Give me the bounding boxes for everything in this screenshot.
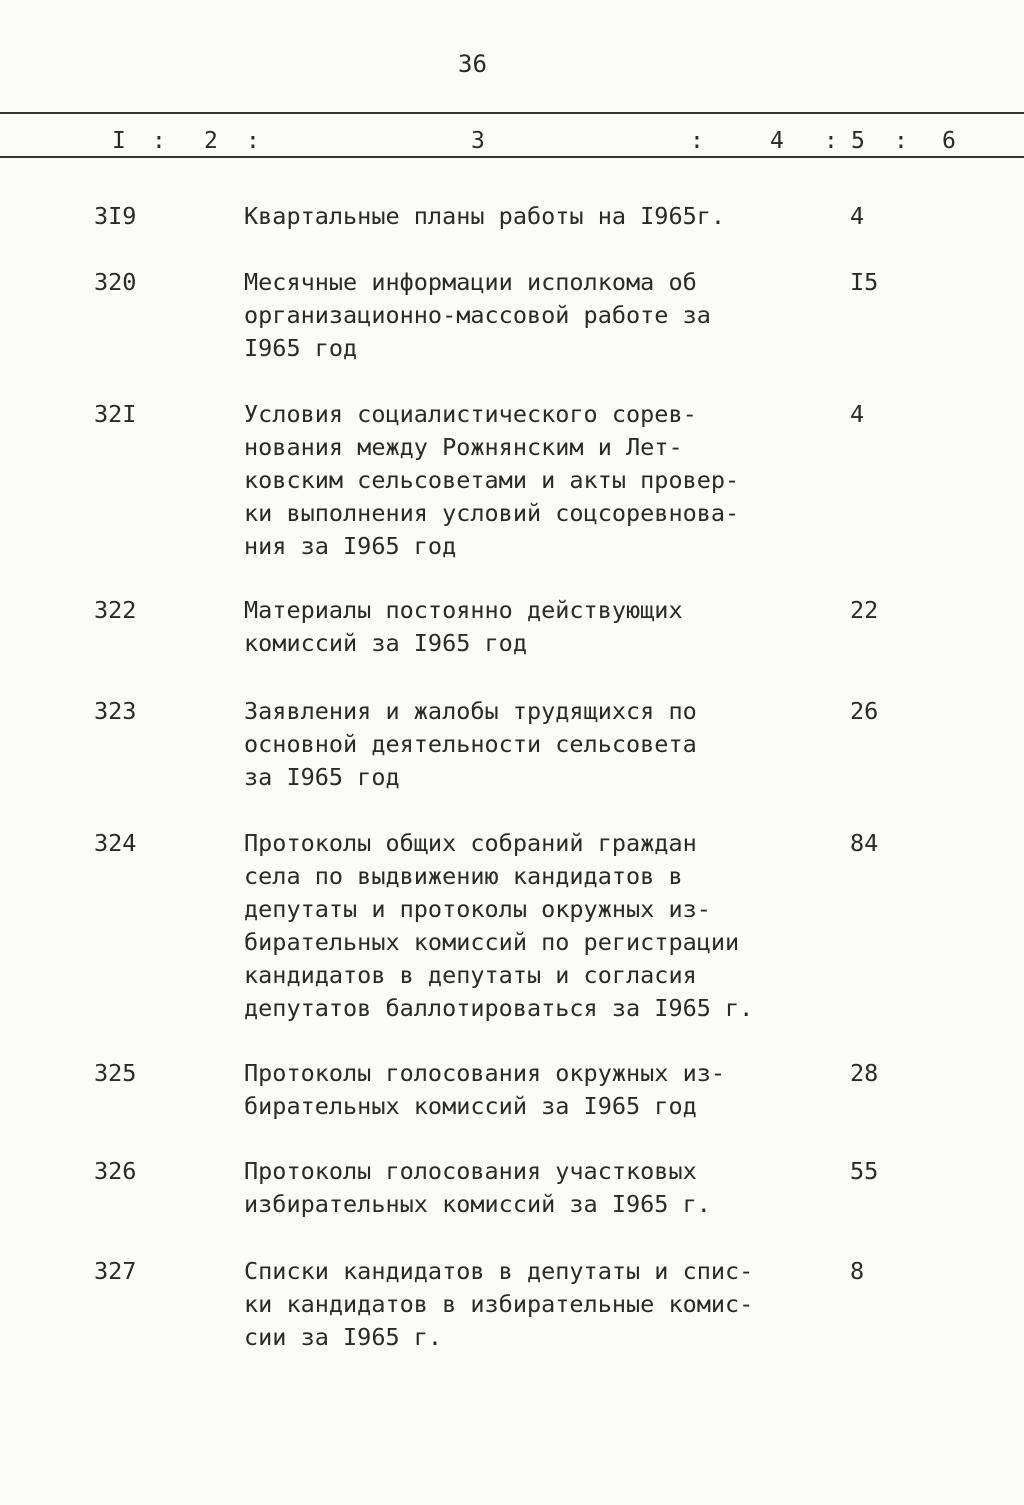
item-number: 323 [94, 697, 137, 725]
item-title-line: основной деятельности сельсовета [244, 730, 697, 758]
column-header: 4 [770, 128, 784, 154]
item-title [244, 594, 683, 660]
item-title-line: депутаты и протоколы окружных из- [244, 895, 711, 923]
item-title-line: нования между Рожнянским и Лет- [244, 433, 683, 461]
item-title-line: Месячные информации исполкома об [244, 268, 697, 296]
sheet-count: 4 [850, 400, 865, 428]
item-title-line: организационно-массовой работе за [244, 301, 711, 329]
item-number: 324 [94, 829, 137, 857]
item-title-line: Материалы постоянно действующих [244, 596, 683, 624]
item-title [244, 266, 711, 365]
item-title-line: села по выдвижению кандидатов в [244, 862, 683, 890]
item-number: 325 [94, 1059, 137, 1087]
item-title-line: комиссий за I965 год [244, 629, 527, 657]
item-number: 327 [94, 1257, 137, 1285]
item-title-line: ки кандидатов в избирательные комис- [244, 1290, 754, 1318]
sheet-count: 4 [850, 202, 865, 230]
sheet-count: 8 [850, 1257, 865, 1285]
item-title [244, 827, 753, 1025]
column-header: 2 [204, 128, 218, 154]
column-header: I [112, 128, 126, 154]
item-title [244, 1255, 753, 1354]
item-title-line: ки выполнения условий соцсоревнова- [244, 499, 740, 527]
header-top-rule [0, 112, 1024, 114]
sheet-count: 22 [850, 596, 879, 624]
item-title-line: сии за I965 г. [244, 1323, 443, 1351]
header-bottom-rule [0, 156, 1024, 158]
item-title-line: избирательных комиссий за I965 г. [244, 1190, 711, 1218]
item-title-line: Списки кандидатов в депутаты и спис- [244, 1257, 754, 1285]
item-title [244, 1057, 725, 1123]
item-title-line: депутатов баллотироваться за I965 г. [244, 994, 754, 1022]
item-number: 32I [94, 400, 137, 428]
column-header: 3 [471, 128, 485, 154]
item-title-line: I965 год [244, 334, 358, 362]
item-title-line: кандидатов в депутаты и согласия [244, 961, 697, 989]
item-number: 3I9 [94, 202, 137, 230]
item-title-line: бирательных комиссий за I965 год [244, 1092, 697, 1120]
item-title [244, 695, 697, 794]
item-title [244, 1155, 711, 1221]
page-number: 36 [458, 50, 487, 78]
item-title-line: Квартальные планы работы на I965г. [244, 202, 726, 230]
sheet-count: 55 [850, 1157, 879, 1185]
column-separator: : [894, 128, 908, 154]
item-title-line: Условия социалистического сорев- [244, 400, 697, 428]
column-separator: : [152, 128, 166, 154]
column-separator: : [690, 128, 704, 154]
item-title-line: ния за I965 год [244, 532, 457, 560]
item-title-line: Протоколы голосования участковых [244, 1157, 697, 1185]
item-title-line: Заявления и жалобы трудящихся по [244, 697, 697, 725]
column-separator: : [824, 128, 838, 154]
item-title-line: ковским сельсоветами и акты провер- [244, 466, 740, 494]
item-title-line: бирательных комиссий по регистрации [244, 928, 740, 956]
item-title-line: за I965 год [244, 763, 400, 791]
sheet-count: 84 [850, 829, 879, 857]
item-title-line: Протоколы общих собраний граждан [244, 829, 697, 857]
item-title-line: Протоколы голосования окружных из- [244, 1059, 726, 1087]
sheet-count: 26 [850, 697, 879, 725]
item-title [244, 200, 725, 233]
column-separator: : [246, 128, 260, 154]
item-number: 326 [94, 1157, 137, 1185]
item-number: 320 [94, 268, 137, 296]
item-number: 322 [94, 596, 137, 624]
column-header: 5 [851, 128, 865, 154]
column-header: 6 [942, 128, 956, 154]
item-title [244, 398, 739, 563]
sheet-count: I5 [850, 268, 879, 296]
sheet-count: 28 [850, 1059, 879, 1087]
